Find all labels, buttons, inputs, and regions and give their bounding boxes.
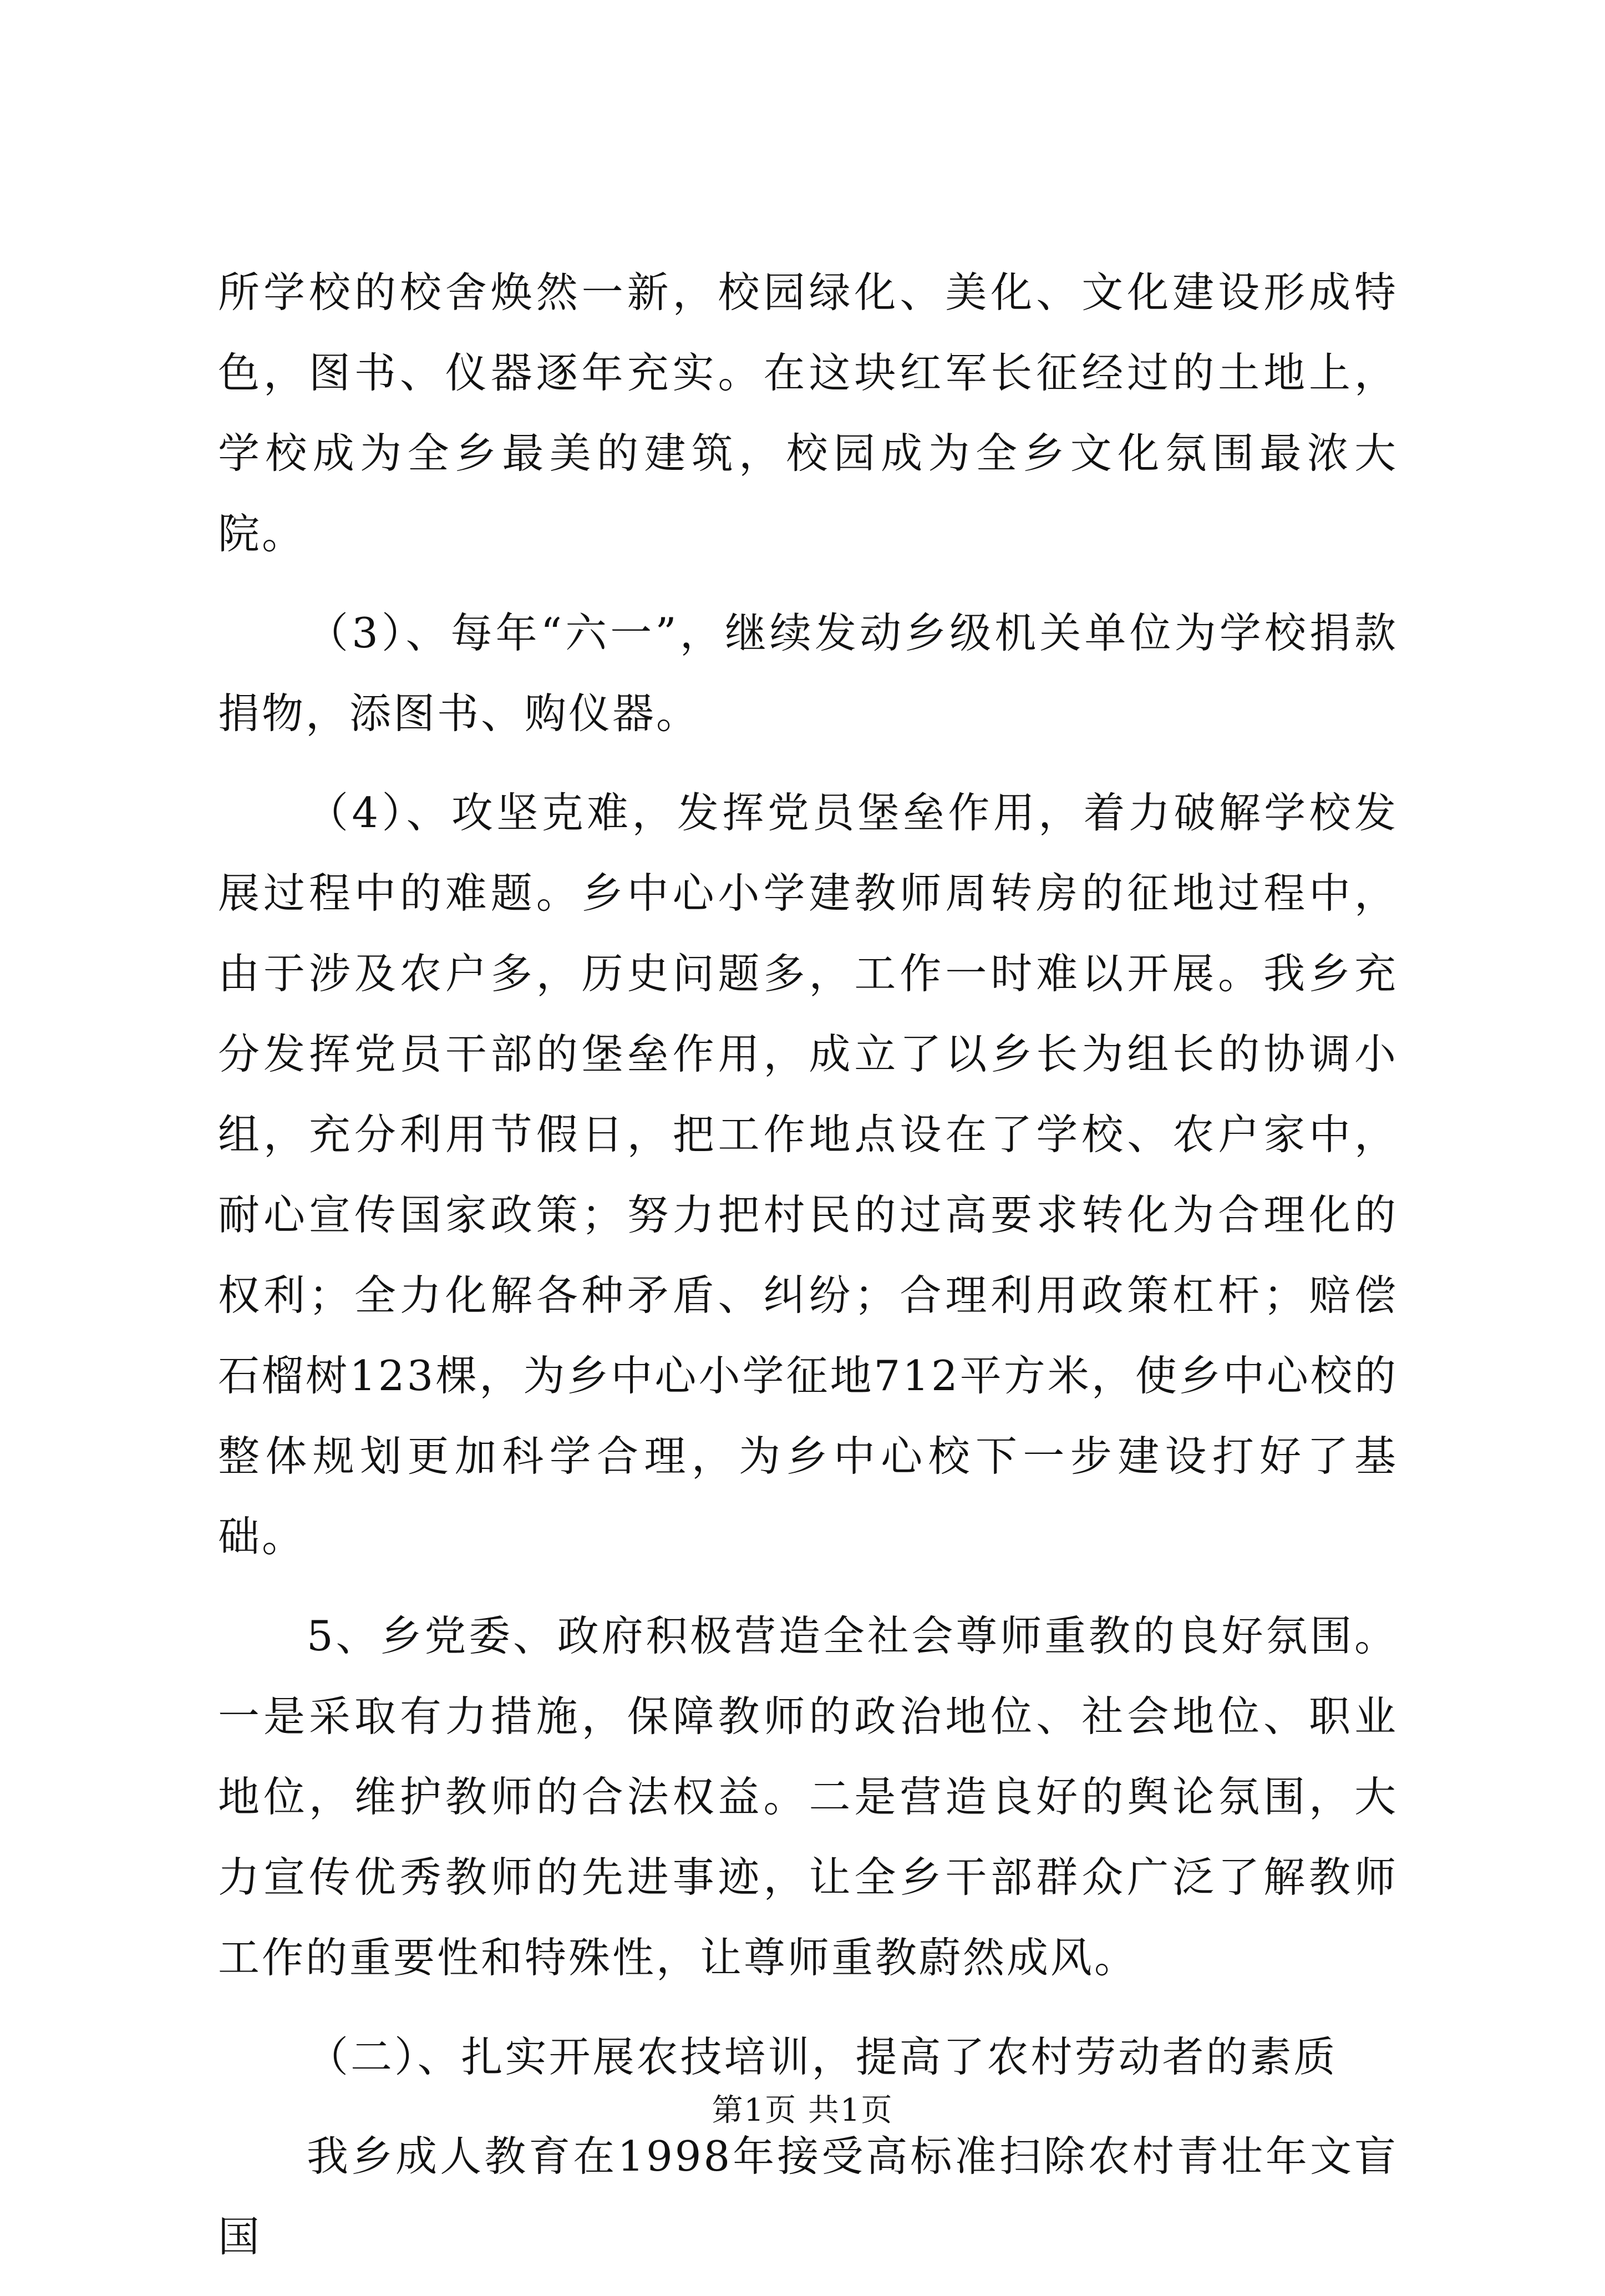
paragraph-2: （3）、每年“六一”，继续发动乡级机关单位为学校捐款捐物，添图书、购仪器。: [218, 609, 1398, 738]
paragraph-3: （4）、攻坚克难，发挥党员堡垒作用，着力破解学校发展过程中的难题。乡中心小学建教师周转房的征地过程中，由于涉及农户多，历史问题多，工作一时难以开展。我乡充分发挥党员干部的堡垒作用，成立了以乡长为组长的协调小组，充分利用节假日，把工作地点设在了学校、农户家中，耐心宣传国家政策；努力把村民的过高要求转化为合理化的权利；全力化解各种矛盾、纠纷；合理利用政策杠杆；赔偿石榴树123棵，为乡中心小学征地712平方米，使乡中心校的整体规划更加科学合理，为乡中心校下一步建设打好了基础。: [218, 788, 1398, 1561]
paragraph-5: 我乡成人教育在1998年接受高标准扫除农村青壮年文盲国: [218, 2132, 1398, 2261]
section-heading: （二）、扎实开展农技培训，提高了农村劳动者的素质: [307, 2033, 1338, 2081]
document-body: [218, 252, 1398, 2296]
page-footer: 第1页 共1页: [712, 2092, 893, 2128]
paragraph-1: 所学校的校舍焕然一新，校园绿化、美化、文化建设形成特色，图书、仪器逐年充实。在这块红军长征经过的土地上，学校成为全乡最美的建筑，校园成为全乡文化氛围最浓大院。: [218, 268, 1398, 558]
paragraph-4: 5、乡党委、政府积极营造全社会尊师重教的良好氛围。一是采取有力措施，保障教师的政治地位、社会地位、职业地位，维护教师的合法权益。二是营造良好的舆论氛围，大力宣传优秀教师的先进事迹，让全乡干部群众广泛了解教师工作的重要性和特殊性，让尊师重教蔚然成风。: [218, 1611, 1398, 1982]
